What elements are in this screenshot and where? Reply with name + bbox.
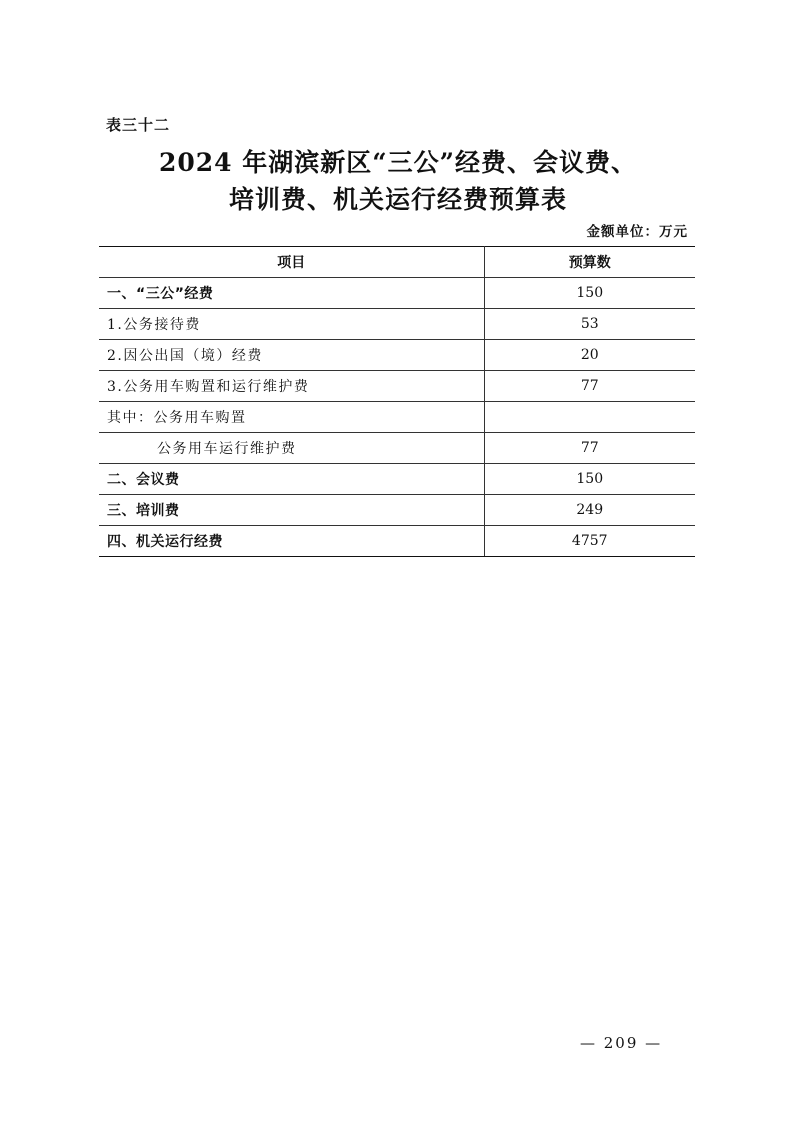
row-item: 3.公务用车购置和运行维护费 — [99, 371, 484, 402]
table-label: 表三十二 — [106, 116, 171, 134]
table-row-vehicle-purchase — [99, 402, 695, 433]
table-row-training — [99, 495, 695, 526]
table-row-sangong — [99, 278, 695, 309]
table-row-operations — [99, 526, 695, 557]
row-amount: 53 — [484, 309, 695, 340]
row-item: 二、会议费 — [99, 464, 484, 495]
row-amount: 4757 — [484, 526, 695, 557]
budget-table — [99, 246, 695, 557]
row-item: 四、机关运行经费 — [99, 526, 484, 557]
row-amount: 150 — [484, 278, 695, 309]
table-row-vehicles — [99, 371, 695, 402]
row-amount: 77 — [484, 371, 695, 402]
column-header-item: 项目 — [99, 247, 484, 278]
page-number: — 209 — — [580, 1034, 663, 1052]
column-header-amount: 预算数 — [484, 247, 695, 278]
page-title-line-1: 2024 年湖滨新区“三公”经费、会议费、 — [158, 148, 638, 177]
table-row-vehicle-maintenance — [99, 433, 695, 464]
table-row-reception — [99, 309, 695, 340]
unit-label: 金额单位：万元 — [586, 224, 688, 240]
table-header-row — [99, 247, 695, 278]
table-row-meetings — [99, 464, 695, 495]
row-item: 1.公务接待费 — [99, 309, 484, 340]
row-amount: 150 — [484, 464, 695, 495]
row-item: 一、“三公”经费 — [99, 278, 484, 309]
row-amount: 249 — [484, 495, 695, 526]
row-amount — [484, 402, 695, 433]
row-item: 公务用车运行维护费 — [99, 433, 484, 464]
row-item: 三、培训费 — [99, 495, 484, 526]
row-item: 其中：公务用车购置 — [99, 402, 484, 433]
table-row-overseas — [99, 340, 695, 371]
row-item: 2.因公出国（境）经费 — [99, 340, 484, 371]
row-amount: 77 — [484, 433, 695, 464]
page-title-line-2: 培训费、机关运行经费预算表 — [228, 185, 567, 214]
row-amount: 20 — [484, 340, 695, 371]
